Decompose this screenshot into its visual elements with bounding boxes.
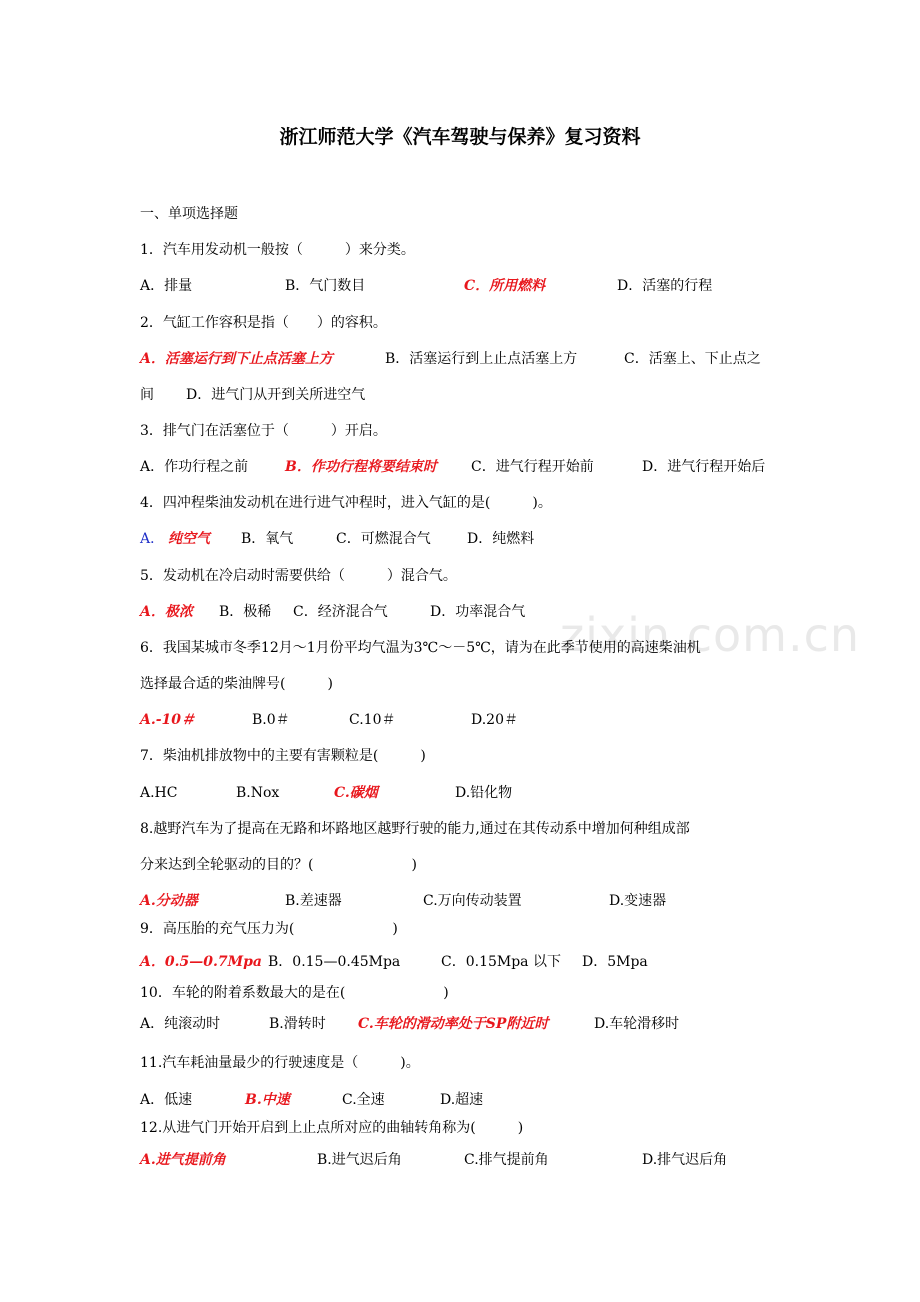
question-8: 8.越野汽车为了提高在无路和坏路地区越野行驶的能力,通过在其传动系中增加何种组成部 (140, 821, 690, 837)
question-7: 7．柴油机排放物中的主要有害颗粒是( ) (140, 748, 426, 764)
option-d: D．活塞的行程 (617, 278, 713, 294)
option-b: B.滑转时 (269, 1016, 326, 1032)
option-d: D．进气行程开始后 (642, 459, 766, 475)
option-d: D．5Mpa (582, 954, 648, 970)
option-d: D.20＃ (471, 712, 518, 728)
option-d: D．进气门从开到关所进空气 (186, 387, 366, 403)
option-c: C.全速 (342, 1092, 385, 1108)
watermark: zixin.com.cn (560, 608, 861, 662)
question-1: 1．汽车用发动机一般按（ ）来分类。 (140, 242, 415, 258)
option-c: C.万向传动装置 (423, 893, 522, 909)
option-c-answer: C．所用燃料 (464, 278, 546, 294)
option-a: A．排量 (140, 278, 193, 294)
question-6: 6．我国某城市冬季12月～1月份平均气温为3℃～－5℃，请为在此季节使用的高速柴油机 (140, 640, 701, 656)
option-b: B．极稀 (219, 604, 272, 620)
option-c: C．经济混合气 (293, 604, 388, 620)
option-a-answer: A．极浓 (140, 604, 193, 620)
option-a: A．纯滚动时 (140, 1016, 221, 1032)
option-a-answer: A.分动器 (140, 893, 198, 909)
option-c: C．可燃混合气 (336, 531, 431, 547)
question-6-cont: 选择最合适的柴油牌号( ) (140, 676, 333, 692)
option-c: C.10＃ (349, 712, 396, 728)
option-b: B.Nox (236, 785, 280, 801)
option-d: D.车轮滑移时 (594, 1016, 680, 1032)
question-5: 5．发动机在冷启动时需要供给（ ）混合气。 (140, 568, 457, 584)
question-12: 12.从进气门开始开启到上止点所对应的曲轴转角称为( ) (140, 1120, 524, 1136)
option-b-answer: B．作功行程将要结束时 (285, 459, 437, 475)
option-c: C．活塞上、下止点之 (624, 351, 761, 367)
section-heading: 一、单项选择题 (140, 206, 238, 222)
option-a-answer: A．0.5—0.7Mpa (140, 954, 262, 970)
option-b: B．活塞运行到上止点活塞上方 (385, 351, 578, 367)
option-b: B.0＃ (252, 712, 290, 728)
question-8-cont: 分来达到全轮驱动的目的？( ) (140, 857, 417, 873)
option-b: B．气门数目 (285, 278, 366, 294)
option-b: B．氧气 (241, 531, 294, 547)
option-c: C．0.15Mpa 以下 (441, 954, 561, 970)
option-b: B.进气迟后角 (317, 1152, 402, 1168)
option-a-answer: A．活塞运行到下止点活塞上方 (140, 351, 333, 367)
option-d: D.变速器 (609, 893, 667, 909)
question-10: 10．车轮的附着系数最大的是在( ) (140, 985, 449, 1001)
question-9: 9．高压胎的充气压力为( ) (140, 921, 398, 937)
option-a-answer: A.-10＃ (140, 712, 196, 728)
option-c: C．进气行程开始前 (471, 459, 594, 475)
option-b-answer: B.中速 (245, 1092, 290, 1108)
option-d: D．纯燃料 (467, 531, 535, 547)
option-c: C.排气提前角 (464, 1152, 549, 1168)
option-a: A.HC (140, 785, 178, 801)
option-a-answer: 纯空气 (168, 531, 210, 547)
option-d: D．功率混合气 (430, 604, 526, 620)
option-d: D.铅化物 (455, 785, 513, 801)
document-title: 浙江师范大学《汽车驾驶与保养》复习资料 (279, 126, 641, 148)
option-c-answer: C.碳烟 (334, 785, 378, 801)
option-b: B．0.15—0.45Mpa (268, 954, 401, 970)
question-3: 3．排气门在活塞位于（ ）开启。 (140, 423, 387, 439)
option-c-cont: 间 (140, 387, 154, 403)
option-a-prefix: A． (140, 531, 165, 547)
option-a: A．作功行程之前 (140, 459, 249, 475)
question-11: 11.汽车耗油量最少的行驶速度是（ )。 (140, 1055, 420, 1071)
option-d: D.超速 (440, 1092, 484, 1108)
option-c-answer: C.车轮的滑动率处于SP附近时 (358, 1016, 549, 1032)
option-a: A．低速 (140, 1092, 193, 1108)
option-a-answer: A.进气提前角 (140, 1152, 226, 1168)
question-4: 4．四冲程柴油发动机在进行进气冲程时，进入气缸的是( )。 (140, 495, 552, 511)
option-b: B.差速器 (285, 893, 342, 909)
option-d: D.排气迟后角 (642, 1152, 728, 1168)
question-2: 2．气缸工作容积是指（ ）的容积。 (140, 315, 387, 331)
